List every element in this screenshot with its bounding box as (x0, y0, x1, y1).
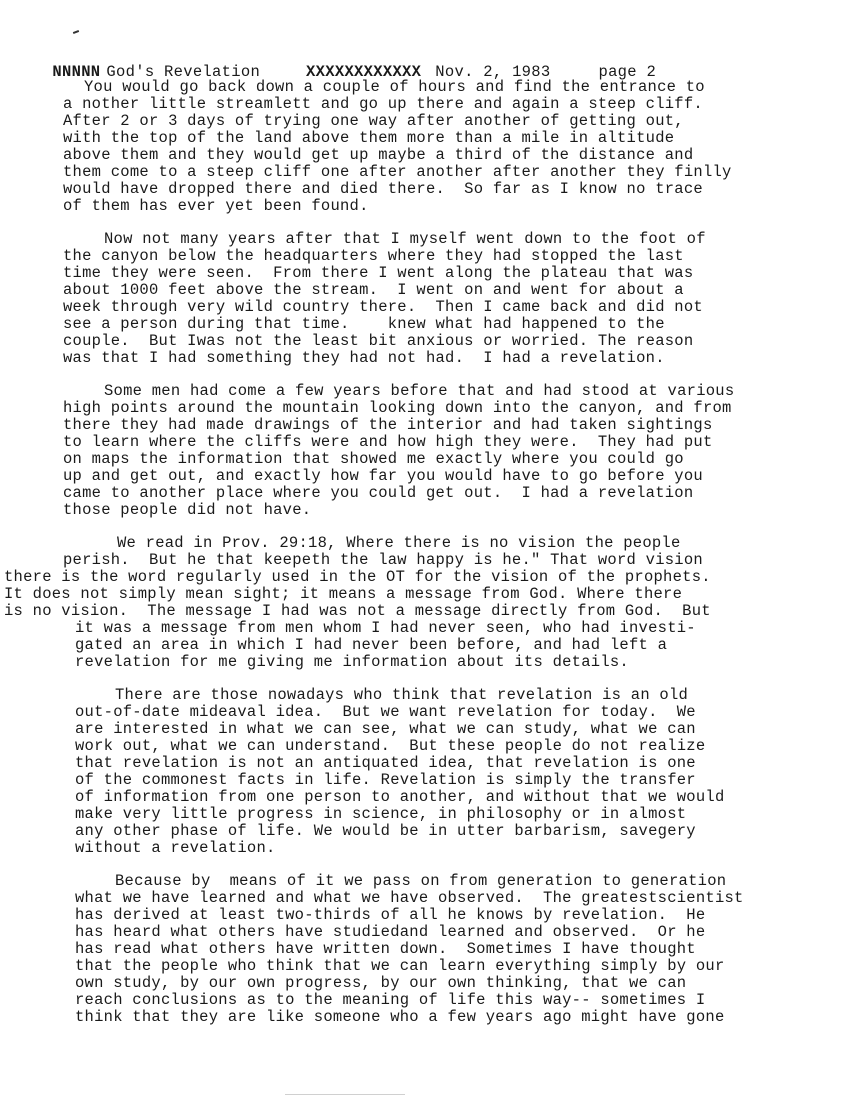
text-line: what we have learned and what we have observed. The greatestscientist (75, 889, 744, 907)
text-line: Now not many years after that I myself went down to the foot of (104, 230, 706, 248)
text-line: revelation for me giving me information about its details. (75, 653, 629, 671)
text-line: without a revelation. (75, 839, 276, 857)
text-line: that revelation is not an antiquated idea, that revelation is one (75, 754, 696, 772)
text-line: a nother little streamlett and go up there and again a steep cliff. (63, 95, 703, 113)
text-line: of them has ever yet been found. (63, 197, 369, 215)
text-line: out-of-date mideaval idea. But we want revelation for today. We (75, 703, 696, 721)
text-line: that the people who think that we can learn everything simply by our (75, 957, 725, 975)
text-line: would have dropped there and died there. So far as I know no trace (63, 180, 703, 198)
text-line: You would go back down a couple of hours and find the entrance to (84, 78, 705, 96)
text-line: has derived at least two-thirds of all he knows by revelation. He (75, 906, 706, 924)
text-line: the canyon below the headquarters where they had stopped the last (63, 247, 684, 265)
page-number: page 2 (598, 63, 657, 81)
document-title: God's Revelation (106, 63, 261, 81)
text-line: it was a message from men whom I had never seen, who had investi- (75, 619, 696, 637)
pen-mark (73, 30, 79, 34)
text-line: make very little progress in science, in philosophy or in almost (75, 805, 687, 823)
text-line: Because by means of it we pass on from generation to generation (115, 872, 727, 890)
text-line: of information from one person to another, and without that we would (75, 788, 725, 806)
text-line: has read what others have written down. Sometimes I have thought (75, 940, 696, 958)
text-line: there is the word regularly used in the OT for the vision of the prophets. (4, 568, 711, 586)
text-line: to learn where the cliffs were and how high they were. They had put (63, 433, 713, 451)
struck-out-text: XXXXXXXXXXXX (306, 63, 422, 81)
text-line: up and get out, and exactly how far you would have to go before you (63, 467, 703, 485)
struck-out-prefix: NNNNN (52, 63, 101, 81)
text-line: reach conclusions as to the meaning of life this way-- sometimes I (75, 991, 706, 1009)
text-line: see a person during that time. knew what had happened to the (63, 315, 665, 333)
text-line: has heard what others have studiedand learned and observed. Or he (75, 923, 706, 941)
text-line: on maps the information that showed me exactly where you could go (63, 450, 684, 468)
text-line: We read in Prov. 29:18, Where there is no vision the people (117, 534, 681, 552)
text-line: came to another place where you could get out. I had a revelation (63, 484, 694, 502)
text-line: is no vision. The message I had was not a message directly from God. But (4, 602, 711, 620)
text-line: week through very wild country there. Then I came back and did not (63, 298, 703, 316)
text-line: There are those nowadays who think that revelation is an old (115, 686, 689, 704)
text-line: think that they are like someone who a few years ago might have gone (75, 1008, 725, 1026)
text-line: After 2 or 3 days of trying one way after another of getting out, (63, 112, 684, 130)
text-line: those people did not have. (63, 501, 312, 519)
text-line: them come to a steep cliff one after another after another they finlly (63, 163, 732, 181)
text-line: of the commonest facts in life. Revelation is simply the transfer (75, 771, 696, 789)
text-line: was that I had something they had not had. I had a revelation. (63, 349, 665, 367)
text-line: It does not simply mean sight; it means a message from God. Where there (4, 585, 683, 603)
text-line: perish. But he that keepeth the law happy is he." That word vision (63, 551, 703, 569)
text-line: couple. But Iwas not the least bit anxious or worried. The reason (63, 332, 694, 350)
text-line: time they were seen. From there I went along the plateau that was (63, 264, 694, 282)
text-line: work out, what we can understand. But these people do not realize (75, 737, 706, 755)
document-date: Nov. 2, 1983 (435, 63, 551, 81)
text-line: Some men had come a few years before that and had stood at various (104, 382, 735, 400)
text-line: any other phase of life. We would be in utter barbarism, savegery (75, 822, 696, 840)
scan-smudge (285, 1094, 405, 1095)
text-line: there they had made drawings of the interior and had taken sightings (63, 416, 713, 434)
text-line: gated an area in which I had never been before, and had left a (75, 636, 668, 654)
text-line: above them and they would get up maybe a third of the distance and (63, 146, 694, 164)
text-line: about 1000 feet above the stream. I went on and went for about a (63, 281, 684, 299)
text-line: with the top of the land above them more than a mile in altitude (63, 129, 675, 147)
text-line: high points around the mountain looking down into the canyon, and from (63, 399, 732, 417)
text-line: are interested in what we can see, what we can study, what we can (75, 720, 696, 738)
text-line: own study, by our own progress, by our own thinking, that we can (75, 974, 687, 992)
